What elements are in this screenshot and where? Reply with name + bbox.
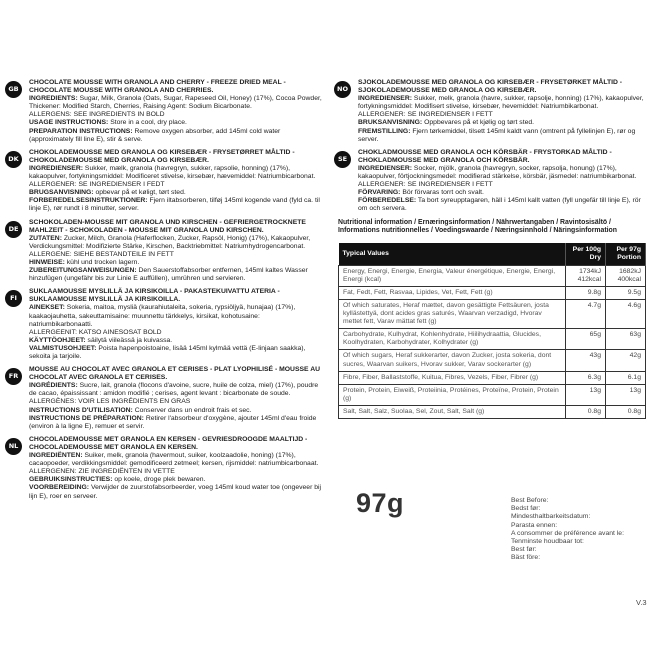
nutrition-table (338, 243, 646, 419)
product-title: SCHOKOLADEN-MOUSSE MIT GRANOLA UND KIRSCHEN - GEFRIERGETROCKNETE MAHLZEIT - SCHOKOLADEN - MOUSSE MIT GRANOLA UND KIRSCHEN. (29, 218, 306, 234)
ingredients-text: Sugar, Milk, Granola (Oats, Sugar, Rapeseed Oil, Honey) (17%), Cocoa Powder, Thickener: Modified Starch, Cherries, Raising Agent: Sodium Bicarbonate. (29, 95, 322, 111)
nutrient-per-portion: 6.1g (606, 371, 646, 384)
usage-label: GEBRUIKSINSTRUCTIES: (29, 476, 113, 484)
usage-label: KÄYTTÖOHJEET: (29, 336, 86, 344)
ingredients-label: AINEKSET: (29, 304, 65, 312)
nutrition-header: Nutritional information / Ernæringsinformation / Nährwertangaben / Ravintosisältö / Informations nutritionnelles / Voedingswaarde / Næringsinnhold / Näringsinformation (338, 218, 617, 234)
nutrient-name: Fat, Fedt, Fett, Rasvaa, Lipides, Vet, Fett, Fett (g) (339, 286, 566, 299)
product-title: CHOKOLADEMOUSSE MED GRANOLA OG KIRSEBÆR - FRYSETØRRET MÅLTID - CHOKOLADEMOUSSE MED GRANOLA OG KIRSEBÆR. (29, 148, 295, 164)
preparation-text: Den Sauerstoffabsorber entfernen, 145ml kaltes Wasser hinzufügen (ungefähr bis zur Linie E auffüllen), umrühren und servieren. (29, 267, 308, 283)
preparation-label: VALMISTUSOHJEET: (29, 344, 97, 352)
ingredients-text: Zucker, Milch, Granola (Haferflocken, Zucker, Rapsöl, Honig) (17%), Kakaopulver, Verdickungsmittel: Modifizierte Stärke, Kirschen, Backtriebmittel: Natriumhydrogencarbonat. (29, 234, 311, 250)
right-column (334, 79, 652, 419)
best-before-line: Best Before: (511, 497, 549, 504)
language-code-badge: NL (5, 438, 22, 455)
best-before-line: Bedst før: (511, 505, 541, 513)
product-title: CHOKLADMOUSSE MED GRANOLA OCH KÖRSBÄR - FRYSTORKAD MÅLTID - CHOKLADMOUSSE MED GRANOLA OCH KÖRSBÄR. (358, 148, 612, 164)
ingredients-label: INGREDIENSER: (358, 164, 413, 172)
nutrient-per-portion: 1682kJ 400kcal (606, 265, 646, 286)
language-block-gb (5, 79, 323, 144)
language-text (358, 149, 652, 214)
language-code-badge: FI (5, 290, 22, 307)
nutrition-row (339, 350, 646, 371)
nutrient-per-portion: 0.8g (606, 405, 646, 418)
best-before-block (511, 497, 624, 563)
ingredients-label: INGRÉDIENTS: (29, 382, 78, 390)
preparation-text: Fjern iltabsorberen, tilføj 145ml kogende vand (fyld ca. til linje E), rør rundt i 8 minutter, server. (29, 197, 320, 213)
nutrient-per-portion: 4.6g (606, 299, 646, 328)
best-before-line: Best før: (511, 546, 537, 554)
nutrition-table-header-row (339, 243, 646, 266)
nutrient-per-100g: 4.7g (566, 299, 606, 328)
nutrient-per-100g: 1734kJ 412kcal (566, 265, 606, 286)
allergens-text: ALLERGENER: SE INGREDIENSER I FEDT (29, 181, 165, 189)
nutrient-per-100g: 9.8g (566, 286, 606, 299)
preparation-text: Retirer l'absorbeur d'oxygène, ajouter 145ml d'eau froide (environ à la ligne E), remuer et servir. (29, 414, 317, 430)
ingredients-text: Suiker, melk, granola (havermout, suiker, koolzaadolie, honing) (17%), cacaopoeder, verdikkingsmiddel: gemodificeerd zetmeel; kersen, rijsmiddel: natriumbicarbonaat. (29, 452, 319, 468)
nutrient-per-100g: 6.3g (566, 371, 606, 384)
allergens-text: ALLERGENER: SE INGREDIENSER I FETT (358, 181, 493, 189)
nutrient-name: Of which saturates, Heraf mættet, davon gesättigte Fettsäuren, josta kyllästettyä, dont acides gras saturés, Waarvan verzadigd, Hvorav mettet fett, Varav mättat fett (g) (339, 299, 566, 328)
ingredients-label: INGREDIENSER: (358, 95, 413, 103)
preparation-text: Fjern tørkemiddel, tilsett 145ml kaldt vann (omtrent på fyllelinjen E), rør og server. (358, 127, 636, 143)
language-block-se (334, 149, 652, 214)
ingredients-text: Sukker, mælk, granola (havregryn, sukker, rapsolie, honning) (17%), kakaopulver, fortykningsmiddel: Modificeret stivelse, kirsebær, hævemiddel: Natriumbicarbonat. (29, 164, 316, 181)
allergens-text: ALLERGENEN: ZIE INGREDIËNTEN IN VETTE (29, 468, 175, 476)
nutrition-row (339, 371, 646, 384)
nutrient-per-100g: 13g (566, 384, 606, 405)
nutrient-per-100g: 65g (566, 329, 606, 350)
usage-text: op koele, droge plek bewaren. (114, 476, 206, 484)
ingredients-label: INGREDIENTS: (29, 95, 78, 103)
preparation-text: Verwijder de zuurstofabsorbeerder, voeg 145ml koud water toe (ongeveer bij lijn E), roer en serveer. (29, 484, 322, 500)
usage-label: HINWEISE: (29, 258, 65, 266)
nutrient-name: Carbohydrate, Kulhydrat, Kohlenhydrate, Hiilihydraattia, Glucides, Koolhydraten, Karbohydrater, Kolhydrater (g) (339, 329, 566, 350)
nutrient-per-100g: 0.8g (566, 405, 606, 418)
allergens-text: ALLERGENE: SIEHE BESTANDTEILE IN FETT (29, 250, 174, 258)
ingredients-label: INGREDIËNTEN: (29, 452, 83, 460)
preparation-label: PREPARATION INSTRUCTIONS: (29, 127, 133, 135)
language-text (29, 219, 323, 284)
usage-text: Oppbevares på et kjølig og tørt sted. (424, 119, 535, 127)
preparation-label: FREMSTILLING: (358, 127, 411, 135)
preparation-label: VOORBEREIDING: (29, 484, 90, 492)
language-text (358, 79, 652, 144)
best-before-line: Tenminste houdbaar tot: (511, 538, 584, 546)
allergens-text: ALLERGENS: SEE INGREDIENTS IN BOLD (29, 111, 165, 119)
allergens-text: ALLERGENER: SE INGREDIENSER I FETT (358, 111, 493, 119)
preparation-text: Remove oxygen absorber, add 145ml cold water (approximately fill line E), stir & serve. (29, 127, 281, 143)
language-code-badge: SE (334, 151, 351, 168)
ingredients-label: ZUTATEN: (29, 234, 62, 242)
nutrition-row (339, 265, 646, 286)
language-text (29, 288, 323, 361)
language-block-no (334, 79, 652, 144)
nutrition-row (339, 299, 646, 328)
ingredients-text: Sucre, lait, granola (flocons d'avoine, sucre, huile de colza, miel) (17%), poudre de cacao, épaississant : amidon modifié ; cerises, agent levant : bicarbonate de soude. (29, 382, 319, 398)
best-before-line: Parasta ennen: (511, 521, 558, 529)
nutrition-row (339, 405, 646, 418)
nutrient-name: Of which sugars, Heraf sukkerarter, davon Zucker, josta sokeria, dont sucres, Waarvan suikers, Hvorav sukker, Varav sockerarter (g) (339, 350, 566, 371)
preparation-label: FORBEREDELSESINSTRUKTIONER: (29, 197, 148, 205)
preparation-label: FÖRBEREDELSE: (358, 197, 417, 205)
product-title: CHOCOLATE MOUSSE WITH GRANOLA AND CHERRY - FREEZE DRIED MEAL - CHOCOLATE MOUSSE WITH GRANOLA AND CHERRIES. (29, 79, 286, 95)
usage-text: kühl und trocken lagern. (66, 258, 140, 266)
language-text (29, 436, 323, 501)
nutrient-per-portion: 42g (606, 350, 646, 371)
ingredients-text: Sokeria, maitoa, mysliä (kaurahiutaleita, sokeria, rypsiöljyä, hunajaa) (17%), kaakaojauhetta, sakeuttamisaine: muunnettu tärkkelys, kirsikat, kohotusaine: natriumbikarbonaatti. (29, 304, 296, 328)
language-code-badge: NO (334, 81, 351, 98)
best-before-line: Bäst före: (511, 554, 541, 562)
product-title: SUKLAAMOUSSE MYSLILLÄ JA KIRSIKOILLA - PAKASTEKUIVATTU ATERIA - SUKLAAMOUSSE MYSLILLÄ JA KIRSIKOILLA. (29, 288, 280, 304)
product-title: SJOKOLADEMOUSSE MED GRANOLA OG KIRSEBÆR - FRYSETØRKET MÅLTID - SJOKOLADEMOUSSE MED GRANOLA OG KIRSEBÆR. (358, 79, 623, 95)
product-title: CHOCOLADEMOUSSE MET GRANOLA EN KERSEN - GEVRIESDROOGDE MAALTIJD - CHOCOLADEMOUSSE MET GRANOLA EN KERSEN. (29, 435, 308, 451)
nutrient-per-portion: 9.5g (606, 286, 646, 299)
usage-text: Conserver dans un endroit frais et sec. (134, 406, 252, 414)
usage-label: FÖRVARING: (358, 189, 401, 197)
preparation-text: Poista hapenpoistoaine, lisää 145ml kylmää vettä (E-linjaan saakka), sekoita ja tarjoile. (29, 344, 306, 360)
preparation-label: ZUBEREITUNGSANWEISUNGEN: (29, 267, 137, 275)
usage-label: BRUKSANVISNING: (358, 119, 423, 127)
usage-text: opbevar på et køligt, tørt sted. (95, 189, 186, 197)
preparation-label: INSTRUCTIONS DE PRÉPARATION: (29, 414, 144, 422)
allergens-text: ALLERGEENIT: KATSO AINESOSAT BOLD (29, 328, 162, 336)
language-block-dk (5, 149, 323, 214)
nutrient-name: Protein, Protein, Eiweiß, Proteiinia, Protéines, Proteïne, Protein, Protein (g) (339, 384, 566, 405)
usage-label: BRUGSANVISNING: (29, 189, 94, 197)
language-block-nl (5, 436, 323, 501)
language-text (29, 366, 323, 431)
ingredients-label: INGREDIENSER: (29, 164, 84, 172)
language-code-badge: DE (5, 221, 22, 238)
usage-label: INSTRUCTIONS D'UTILISATION: (29, 406, 133, 414)
nutrition-row (339, 286, 646, 299)
ingredients-text: Sukker, melk, granola (havre, sukker, rapsolje, honning) (17%), kakaopulver, fortykningsmiddel: Modifisert stivelse, kirsebær, hevemiddel: Natriumbikarbonat. (358, 95, 644, 111)
language-block-fi (5, 288, 323, 361)
right-language-blocks (334, 79, 652, 214)
header-per-100g: Per 100g Dry (566, 243, 606, 266)
usage-label: USAGE INSTRUCTIONS: (29, 119, 109, 127)
best-before-line: Mindesthaltbarkeitsdatum: (511, 513, 591, 521)
version-label: V.3 (636, 598, 647, 607)
language-block-de (5, 219, 323, 284)
nutrient-per-100g: 43g (566, 350, 606, 371)
nutrient-name: Energy, Energi, Energie, Energia, Valeur énergétique, Energie, Energi, Energi (kcal) (339, 265, 566, 286)
nutrient-name: Salt, Salt, Salz, Suolaa, Sel, Zout, Salt, Salt (g) (339, 405, 566, 418)
left-column (5, 79, 323, 506)
product-title: MOUSSE AU CHOCOLAT AVEC GRANOLA ET CERISES - PLAT LYOPHILISÉ - MOUSSE AU CHOCOLAT AVEC GRANOLA ET CERISES. (29, 366, 321, 382)
language-text (29, 149, 323, 214)
header-per-portion: Per 97g Portion (606, 243, 646, 266)
nutrient-per-portion: 13g (606, 384, 646, 405)
language-code-badge: GB (5, 81, 22, 98)
nutrient-name: Fibre, Fiber, Ballaststoffe, Kuitua, Fibres, Vezels, Fiber, Fibrer (g) (339, 371, 566, 384)
net-weight: 97g (356, 488, 405, 518)
usage-text: Store in a cool, dry place. (110, 119, 187, 127)
language-text (29, 79, 323, 144)
header-typical-values: Typical Values (339, 243, 566, 266)
ingredients-text: Socker, mjölk, granola (havregryn, socker, rapsolja, honung) (17%), kakaopulver, förtjockningsmedel: modifierad stärkelse, körsbär, jäsmedel: natriumbikarbonat. (358, 164, 637, 181)
nutrition-row (339, 384, 646, 405)
language-code-badge: DK (5, 151, 22, 168)
preparation-text: Ta bort syreupptagaren, häll i 145ml kallt vatten (fyll ungefär till linje E), rör om och servera. (358, 197, 641, 213)
nutrient-per-portion: 63g (606, 329, 646, 350)
language-block-fr (5, 366, 323, 431)
nutrition-row (339, 329, 646, 350)
usage-text: säilytä viileässä ja kuivassa. (87, 336, 173, 344)
allergens-text: ALLERGÈNES: VOIR LES INGRÉDIENTS EN GRAS (29, 398, 191, 406)
best-before-line: A consommer de préférence avant le: (511, 529, 624, 537)
usage-text: Bör förvaras torrt och svalt. (402, 189, 484, 197)
language-code-badge: FR (5, 368, 22, 385)
